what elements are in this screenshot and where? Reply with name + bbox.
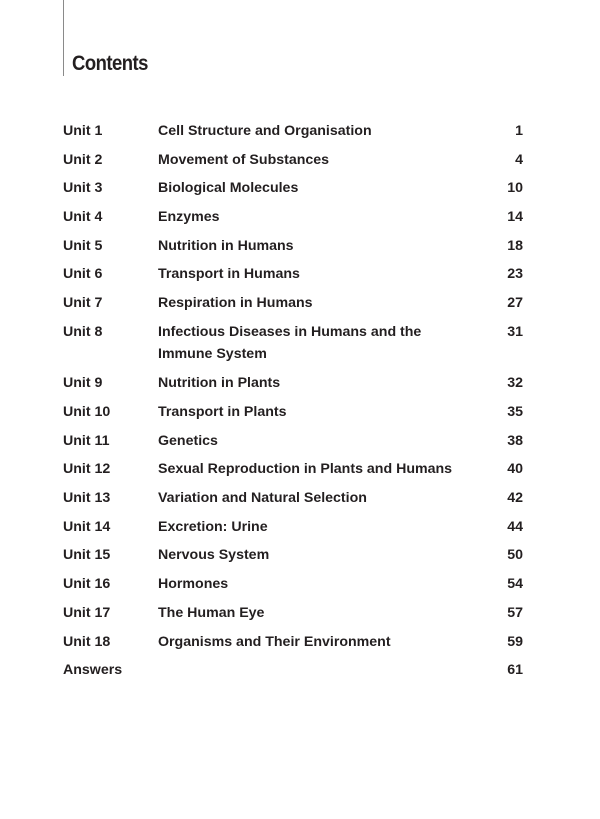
page-title: Contents bbox=[72, 52, 148, 75]
toc-topic-title: Sexual Reproduction in Plants and Humans bbox=[158, 461, 453, 478]
toc-unit-label: Unit 14 bbox=[63, 518, 111, 535]
toc-entry[interactable] bbox=[63, 263, 523, 292]
toc-unit-label: Unit 16 bbox=[63, 576, 111, 593]
toc-page-number: 50 bbox=[507, 547, 523, 564]
toc-entry[interactable] bbox=[63, 372, 523, 401]
toc-topic-title: Cell Structure and Organisation bbox=[158, 123, 372, 139]
margin-rule bbox=[63, 0, 64, 76]
toc-page-number: 1 bbox=[515, 123, 523, 139]
toc-unit-label: Unit 7 bbox=[63, 295, 103, 312]
toc-page-number: 10 bbox=[507, 180, 523, 197]
toc-page-number: 31 bbox=[507, 323, 523, 340]
toc-unit-label: Unit 8 bbox=[63, 323, 103, 340]
toc-topic-title: Organisms and Their Environment bbox=[158, 633, 391, 650]
toc-topic-title: Transport in Plants bbox=[158, 404, 287, 420]
toc-page-number: 59 bbox=[507, 633, 523, 650]
table-of-contents bbox=[63, 120, 523, 688]
toc-entry[interactable] bbox=[63, 602, 523, 631]
toc-entry[interactable] bbox=[63, 430, 523, 459]
toc-page-number: 44 bbox=[507, 518, 523, 535]
toc-topic-title: Biological Molecules bbox=[158, 180, 299, 197]
toc-page-number: 4 bbox=[515, 151, 523, 168]
toc-unit-label: Unit 17 bbox=[63, 604, 111, 621]
toc-page-number: 38 bbox=[507, 432, 523, 449]
toc-page-number: 18 bbox=[507, 237, 523, 254]
toc-unit-label: Unit 4 bbox=[63, 209, 103, 226]
toc-entry[interactable] bbox=[63, 149, 523, 178]
toc-entry[interactable] bbox=[63, 458, 523, 487]
toc-topic-title: Nervous System bbox=[158, 547, 270, 564]
toc-entry[interactable] bbox=[63, 573, 523, 602]
toc-page-number: 57 bbox=[507, 604, 523, 621]
toc-page-number: 23 bbox=[507, 266, 523, 283]
toc-entry[interactable] bbox=[63, 631, 523, 660]
toc-unit-label: Unit 1 bbox=[63, 123, 103, 139]
toc-topic-title: Respiration in Humans bbox=[158, 295, 313, 312]
toc-topic-title: Enzymes bbox=[158, 209, 220, 226]
toc-page-number: 35 bbox=[507, 404, 523, 420]
toc-entry[interactable] bbox=[63, 487, 523, 516]
toc-topic-title: Movement of Substances bbox=[158, 151, 330, 168]
toc-entry[interactable] bbox=[63, 206, 523, 235]
toc-entry[interactable] bbox=[63, 401, 523, 430]
toc-unit-label: Unit 9 bbox=[63, 375, 103, 392]
toc-entry[interactable] bbox=[63, 177, 523, 206]
toc-page-number: 40 bbox=[507, 461, 523, 478]
toc-entry[interactable] bbox=[63, 120, 523, 149]
toc-unit-label: Unit 18 bbox=[63, 633, 111, 650]
toc-page-number: 61 bbox=[507, 662, 523, 679]
toc-unit-label: Unit 15 bbox=[63, 547, 111, 564]
toc-entry[interactable] bbox=[63, 516, 523, 545]
toc-topic-title: Nutrition in Plants bbox=[158, 375, 281, 392]
toc-unit-label: Unit 12 bbox=[63, 461, 111, 478]
toc-topic-title: Nutrition in Humans bbox=[158, 237, 294, 254]
toc-entry[interactable] bbox=[63, 544, 523, 573]
toc-topic-title: Variation and Natural Selection bbox=[158, 490, 367, 507]
toc-unit-label: Unit 3 bbox=[63, 180, 103, 197]
toc-entry-answers[interactable] bbox=[63, 659, 523, 688]
toc-unit-label: Unit 2 bbox=[63, 151, 103, 168]
toc-page-number: 54 bbox=[507, 576, 523, 593]
toc-page-number: 14 bbox=[507, 209, 523, 226]
toc-topic-title: Excretion: Urine bbox=[158, 518, 268, 535]
toc-unit-label: Unit 13 bbox=[63, 490, 111, 507]
toc-unit-label: Unit 5 bbox=[63, 237, 103, 254]
toc-page-number: 32 bbox=[507, 375, 523, 392]
toc-topic-title: Hormones bbox=[158, 576, 229, 593]
toc-entry[interactable] bbox=[63, 292, 523, 321]
toc-entry[interactable] bbox=[63, 321, 523, 373]
toc-page-number: 27 bbox=[507, 295, 523, 312]
toc-unit-label: Unit 10 bbox=[63, 404, 111, 420]
toc-topic-title: Transport in Humans bbox=[158, 266, 300, 283]
toc-topic-title: Infectious Diseases in Humans and the Immune System bbox=[158, 323, 422, 362]
toc-topic-title: The Human Eye bbox=[158, 604, 265, 621]
toc-page-number: 42 bbox=[507, 490, 523, 507]
toc-unit-label: Unit 6 bbox=[63, 266, 103, 283]
toc-unit-label: Unit 11 bbox=[63, 432, 110, 449]
toc-topic-title: Genetics bbox=[158, 432, 218, 449]
toc-entry[interactable] bbox=[63, 235, 523, 264]
toc-unit-label: Answers bbox=[63, 662, 123, 679]
